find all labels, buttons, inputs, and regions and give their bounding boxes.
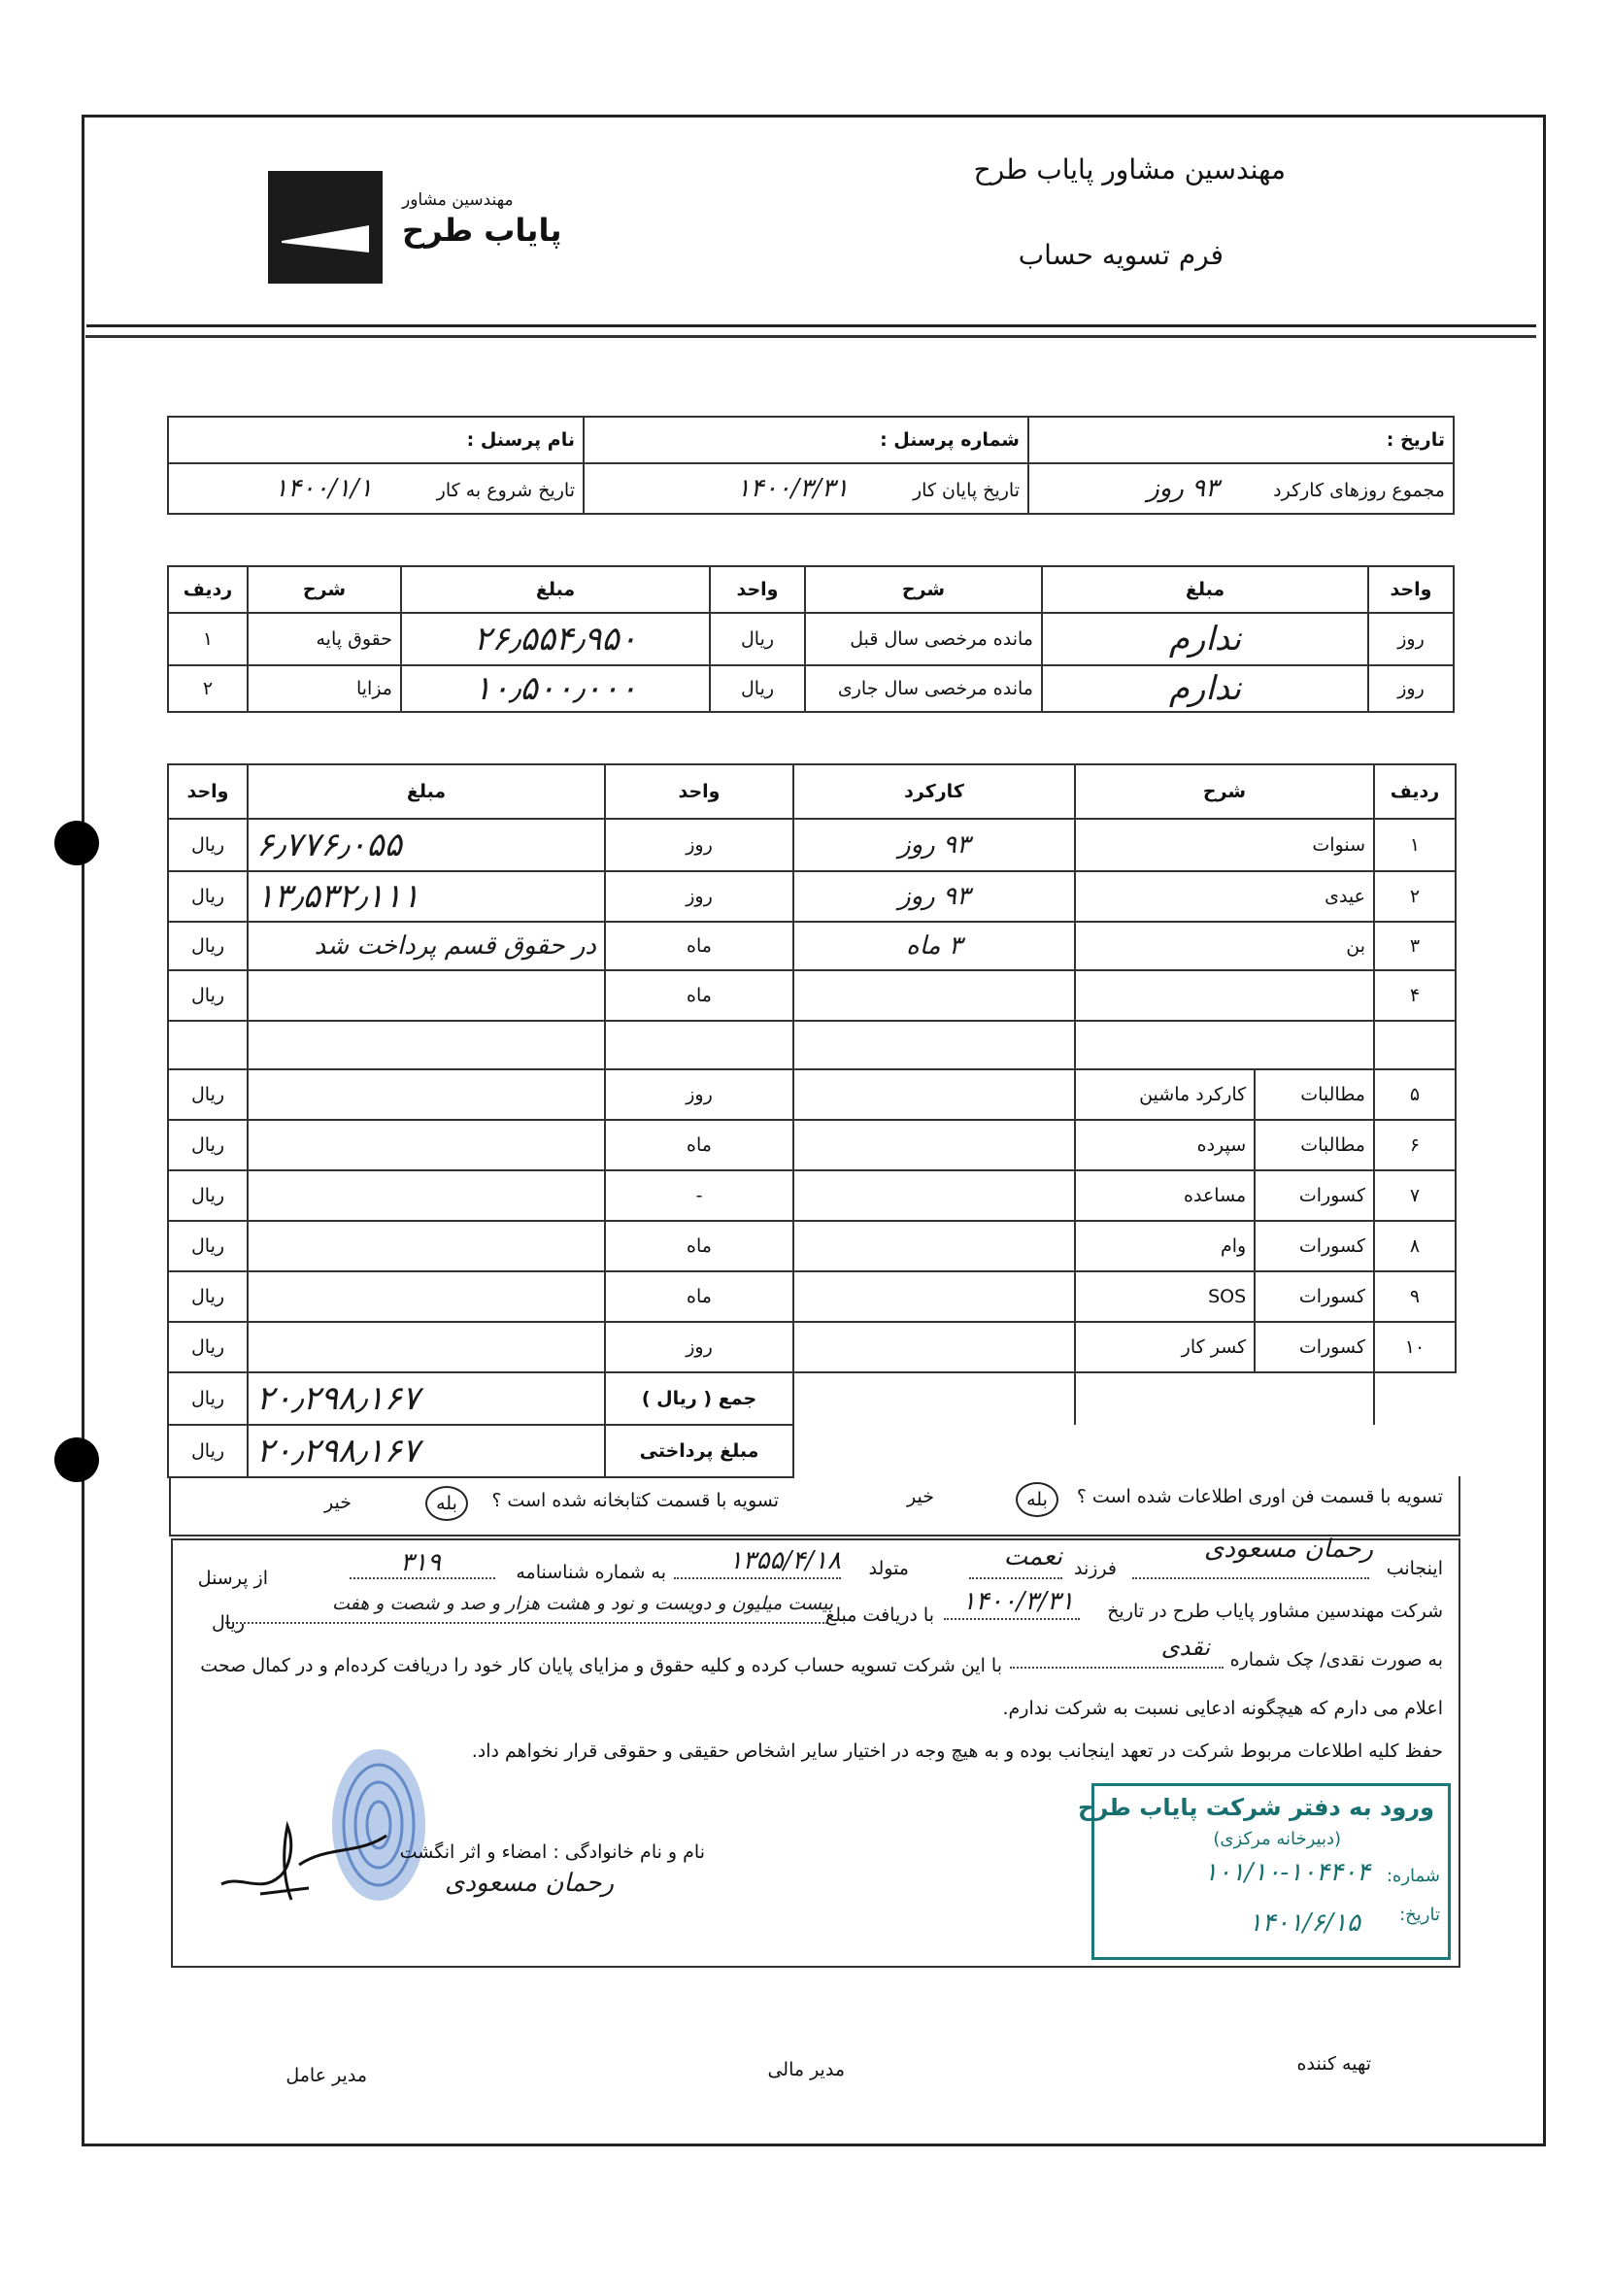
decl-father: نعمت — [1003, 1542, 1062, 1571]
cell: ریال — [168, 1372, 248, 1425]
cell: ۲۶٫۵۵۴٫۹۵۰ — [401, 613, 710, 665]
cell: مانده مرخصی سال قبل — [805, 613, 1042, 665]
cell: مساعده — [1075, 1170, 1255, 1221]
cell: ۹۳ روز — [793, 871, 1075, 922]
footer-finance: مدیر مالی — [767, 2059, 845, 2080]
cell: - — [605, 1170, 793, 1221]
work-days-label: مجموع روزهای کارکرد — [1273, 480, 1445, 501]
cell: حقوق پایه — [248, 613, 401, 665]
main-header: شرح — [1075, 764, 1374, 819]
table-row — [168, 1170, 1456, 1221]
cell — [793, 970, 1075, 1021]
end-date-label: تاریخ پایان کار — [912, 480, 1020, 501]
decl-name: رحمان مسعودی — [1204, 1535, 1373, 1564]
cell — [1075, 970, 1374, 1021]
personnel-table — [167, 416, 1455, 515]
cell: کسر کار — [1075, 1322, 1255, 1372]
personnel-number-label: شماره پرسنل : — [584, 417, 1028, 463]
work-days-value: ۹۳ روز — [1147, 474, 1220, 503]
cell: ریال — [168, 1120, 248, 1170]
logo-text-small: مهندسین مشاور — [402, 190, 514, 210]
cell: SOS — [1075, 1271, 1255, 1322]
end-date-value: ۱۴۰۰/۳/۳۱ — [736, 474, 849, 503]
cell: ۱۰٫۵۰۰٫۰۰۰ — [401, 665, 710, 712]
decl-l3-a: به صورت نقدی/ چک شماره — [1229, 1649, 1443, 1671]
stamp-number-label: شماره: — [1386, 1866, 1440, 1886]
footer-preparer: تهیه کننده — [1296, 2053, 1371, 2075]
cell: ریال — [168, 871, 248, 922]
cell: ۱ — [168, 613, 248, 665]
personnel-date-label: تاریخ : — [1028, 417, 1454, 463]
cell: ریال — [168, 970, 248, 1021]
salary-header: واحد — [710, 566, 805, 613]
binder-hole-bottom — [54, 1437, 99, 1482]
main-header: واحد — [168, 764, 248, 819]
cell: ۳ ماه — [793, 922, 1075, 970]
decl-l2-a: شرکت مهندسین مشاور پایاب طرح در تاریخ — [1107, 1601, 1443, 1622]
table-row — [168, 1221, 1456, 1271]
company-name: مهندسین مشاور پایاب طرح — [973, 153, 1286, 186]
paid-label: مبلغ پرداختی — [605, 1425, 793, 1477]
decl-l1-c: متولد — [868, 1558, 909, 1579]
table-row — [168, 1271, 1456, 1322]
it-question: تسویه با قسمت فن اوری اطلاعات شده است ؟ — [1076, 1486, 1443, 1507]
main-header: ردیف — [1374, 764, 1456, 819]
decl-l1-d: به شماره شناسنامه — [516, 1562, 666, 1583]
total-label: جمع ( ریال ) — [605, 1372, 793, 1425]
decl-l4: اعلام می دارم که هیچگونه ادعایی نسبت به شرکت ندارم. — [1002, 1698, 1443, 1719]
cell: ۸ — [1374, 1221, 1456, 1271]
decl-settle-date: ۱۴۰۰/۳/۳۱ — [961, 1587, 1074, 1616]
salary-header: ردیف — [168, 566, 248, 613]
cell: ریال — [168, 1271, 248, 1322]
cell: روز — [1368, 665, 1454, 712]
binder-hole-top — [54, 821, 99, 865]
decl-check: نقدی — [1160, 1634, 1210, 1661]
cell: کسورات — [1255, 1170, 1374, 1221]
cell — [248, 970, 605, 1021]
table-row — [168, 871, 1456, 922]
table-row — [168, 970, 1456, 1021]
cell: ریال — [710, 665, 805, 712]
table-row — [168, 1120, 1456, 1170]
stamp-date-value: ۱۴۰۱/۶/۱۵ — [1248, 1908, 1360, 1938]
cell: ریال — [168, 1221, 248, 1271]
cell: بن — [1075, 922, 1374, 970]
paid-value: ۲۰٫۲۹۸٫۱۶۷ — [248, 1425, 605, 1477]
cell: ریال — [168, 1322, 248, 1372]
table-row — [168, 1322, 1456, 1372]
cell: ۶ — [1374, 1120, 1456, 1170]
cell: مطالبات — [1255, 1069, 1374, 1120]
cell: روز — [605, 1322, 793, 1372]
start-date-label: تاریخ شروع به کار — [436, 480, 575, 501]
table-row — [168, 665, 1454, 712]
cell: وام — [1075, 1221, 1255, 1271]
decl-l2-c: ریال — [211, 1612, 245, 1634]
paid-row — [168, 1425, 1456, 1477]
cell: ریال — [168, 922, 248, 970]
decl-l1-e: از پرسنل — [197, 1568, 268, 1589]
cell: ۹ — [1374, 1271, 1456, 1322]
cell: ۱ — [1374, 819, 1456, 871]
cell: کسورات — [1255, 1322, 1374, 1372]
cell: ریال — [168, 1170, 248, 1221]
decl-l2-b: با دریافت مبلغ — [825, 1604, 934, 1626]
cell: ۱۰ — [1374, 1322, 1456, 1372]
cell: ماه — [605, 1120, 793, 1170]
cell: کسورات — [1255, 1271, 1374, 1322]
lib-yes-circle: بله — [425, 1486, 468, 1521]
cell: ۹۳ روز — [793, 819, 1075, 871]
decl-l5: حفظ کلیه اطلاعات مربوط شرکت در تعهد اینجانب بوده و به هیچ وجه در اختیار سایر اشخاص حقیقی و حقوقی قرار نخواهم داد. — [471, 1740, 1443, 1762]
salary-header: شرح — [805, 566, 1042, 613]
lib-no: خیر — [324, 1492, 352, 1513]
cell: ۶٫۷۷۶٫۰۵۵ — [248, 819, 605, 871]
decl-id: ۳۱۹ — [400, 1548, 441, 1577]
cell: سپرده — [1075, 1120, 1255, 1170]
cell: عیدی — [1075, 871, 1374, 922]
cell: ندارم — [1042, 665, 1368, 712]
table-row-empty — [168, 1021, 1456, 1069]
sign-label: نام و نام خانوادگی : امضاء و اثر انگشت — [399, 1841, 705, 1863]
main-header: واحد — [605, 764, 793, 819]
cell: ماه — [605, 922, 793, 970]
form-title: فرم تسویه حساب — [1018, 239, 1224, 271]
cell: در حقوق قسم پرداخت شد — [248, 922, 605, 970]
cell: ریال — [710, 613, 805, 665]
stamp-date-label: تاریخ: — [1399, 1905, 1440, 1925]
table-row — [168, 922, 1456, 970]
cell: ریال — [168, 1425, 248, 1477]
stamp-number-value: ۱۰۱/۱۰-۱۰۴۴۰۴ — [1203, 1858, 1370, 1887]
logo-text-big: پایاب طرح — [402, 212, 562, 249]
it-yes-circle: بله — [1016, 1482, 1058, 1517]
cell: ۳ — [1374, 922, 1456, 970]
cell: ۵ — [1374, 1069, 1456, 1120]
decl-l1-b: فرزند — [1073, 1558, 1117, 1579]
cell: ندارم — [1042, 613, 1368, 665]
cell: ۱۳٫۵۳۲٫۱۱۱ — [248, 871, 605, 922]
footer-ceo: مدیر عامل — [285, 2065, 367, 2086]
sign-name: رحمان مسعودی — [445, 1869, 614, 1898]
salary-header: واحد — [1368, 566, 1454, 613]
cell: ریال — [168, 1069, 248, 1120]
cell: روز — [605, 1069, 793, 1120]
cell: روز — [605, 819, 793, 871]
main-header: مبلغ — [248, 764, 605, 819]
decl-birth: ۱۳۵۵/۴/۱۸ — [728, 1546, 841, 1575]
cell: ۲ — [1374, 871, 1456, 922]
cell: مطالبات — [1255, 1120, 1374, 1170]
cell: ۲ — [168, 665, 248, 712]
cell: کارکرد ماشین — [1075, 1069, 1255, 1120]
cell: ریال — [168, 819, 248, 871]
decl-l1-a: اینجانب — [1386, 1558, 1443, 1579]
logo-mark-icon — [268, 171, 383, 284]
main-header: کارکرد — [793, 764, 1075, 819]
cell: مزایا — [248, 665, 401, 712]
lib-question: تسویه با قسمت کتابخانه شده است ؟ — [491, 1490, 779, 1511]
stamp-sub: (دبیرخانه مرکزی) — [1213, 1829, 1341, 1849]
start-date-value: ۱۴۰۰/۱/۱ — [274, 474, 373, 503]
salary-header: مبلغ — [401, 566, 710, 613]
cell: ماه — [605, 970, 793, 1021]
salary-table — [167, 565, 1455, 713]
total-value: ۲۰٫۲۹۸٫۱۶۷ — [248, 1372, 605, 1425]
cell: ۴ — [1374, 970, 1456, 1021]
cell: ماه — [605, 1221, 793, 1271]
signature-icon — [202, 1806, 396, 1923]
cell: روز — [605, 871, 793, 922]
cell: ۷ — [1374, 1170, 1456, 1221]
cell: سنوات — [1075, 819, 1374, 871]
cell: کسورات — [1255, 1221, 1374, 1271]
personnel-name-label: نام پرسنل : — [168, 417, 584, 463]
entry-stamp — [1078, 1783, 1451, 1960]
table-row — [168, 819, 1456, 871]
cell: ماه — [605, 1271, 793, 1322]
cell: روز — [1368, 613, 1454, 665]
decl-l3-b: با این شرکت تسویه حساب کرده و کلیه حقوق و مزایای پایان کار خود را دریافت کرده‌ام و در کمال صحت — [200, 1655, 1002, 1676]
salary-header: شرح — [248, 566, 401, 613]
salary-header: مبلغ — [1042, 566, 1368, 613]
it-no: خیر — [907, 1486, 934, 1507]
settlement-table — [167, 763, 1457, 1478]
table-row — [168, 613, 1454, 665]
total-row — [168, 1372, 1456, 1425]
table-row — [168, 1069, 1456, 1120]
decl-amount-words: بیست میلیون و دویست و نود و هشت هزار و صد و شصت و هفت — [331, 1593, 833, 1614]
cell: مانده مرخصی سال جاری — [805, 665, 1042, 712]
stamp-title: ورود به دفتر شرکت پایاب طرح — [1078, 1794, 1434, 1821]
